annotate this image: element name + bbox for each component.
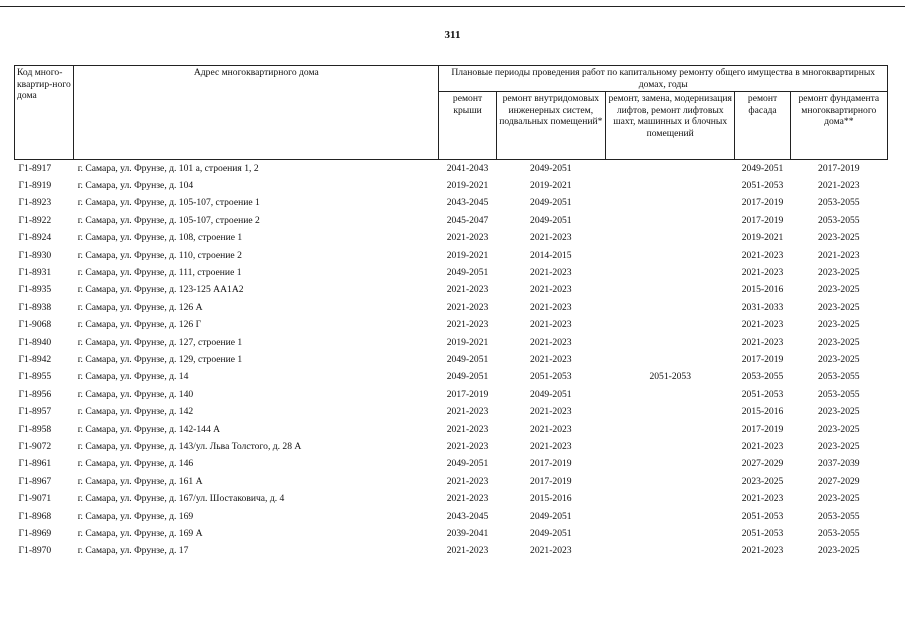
cell-engineering: 2049-2051	[530, 510, 572, 522]
cell-foundation: 2023-2025	[818, 319, 860, 331]
table-row	[15, 508, 888, 525]
cell-code: Г1-8942	[18, 353, 52, 365]
cell-engineering: 2019-2021	[530, 180, 572, 192]
cell-lifts	[606, 508, 735, 525]
table-row	[15, 282, 888, 299]
cell-roof: 2021-2023	[446, 301, 489, 313]
cell-address: г. Самара, ул. Фрунзе, д. 17	[77, 545, 189, 557]
table-row	[15, 386, 888, 403]
cell-facade: 2051-2053	[741, 510, 784, 522]
cell-lifts	[606, 543, 735, 560]
cell-engineering: 2021-2023	[530, 319, 572, 331]
header-code: Код много-квартир-ного дома	[15, 66, 74, 160]
cell-address: г. Самара, ул. Фрунзе, д. 126 Г	[77, 319, 202, 331]
cell-lifts	[606, 403, 735, 420]
cell-facade: 2017-2019	[741, 423, 784, 435]
cell-lifts	[606, 299, 735, 316]
cell-code: Г1-8956	[18, 388, 52, 400]
cell-foundation: 2023-2025	[818, 493, 860, 505]
table-row	[15, 403, 888, 420]
cell-foundation: 2023-2025	[818, 284, 860, 296]
cell-address: г. Самара, ул. Фрунзе, д. 110, строение 2	[77, 249, 242, 261]
cell-lifts	[606, 490, 735, 507]
cell-code: Г1-8922	[18, 214, 52, 226]
capital-repair-table	[14, 65, 888, 560]
cell-roof: 2019-2021	[446, 336, 489, 348]
cell-engineering: 2049-2051	[530, 197, 572, 209]
table-row	[15, 299, 888, 316]
cell-engineering: 2017-2019	[530, 458, 572, 470]
cell-lifts	[606, 456, 735, 473]
cell-address: г. Самара, ул. Фрунзе, д. 108, строение 1	[77, 232, 243, 244]
cell-facade: 2051-2053	[741, 527, 784, 539]
cell-address: г. Самара, ул. Фрунзе, д. 104	[77, 180, 194, 192]
cell-code: Г1-8917	[18, 162, 52, 174]
header-foundation: ремонт фундамента многоквартирного дома**	[790, 92, 887, 160]
cell-lifts	[606, 160, 735, 178]
cell-engineering: 2021-2023	[530, 232, 572, 244]
cell-lifts	[606, 230, 735, 247]
cell-facade: 2049-2051	[741, 162, 784, 174]
cell-roof: 2043-2045	[446, 510, 489, 522]
cell-address: г. Самара, ул. Фрунзе, д. 101 а, строения 1, 2	[77, 162, 259, 174]
cell-engineering: 2049-2051	[530, 527, 572, 539]
cell-code: Г1-8938	[18, 301, 52, 313]
cell-roof: 2021-2023	[446, 284, 489, 296]
header-address: Адрес многоквартирного дома	[74, 66, 439, 160]
cell-facade: 2031-2033	[741, 301, 784, 313]
cell-roof: 2017-2019	[446, 388, 489, 400]
cell-address: г. Самара, ул. Фрунзе, д. 105-107, строение 2	[77, 214, 260, 226]
cell-foundation: 2023-2025	[818, 267, 860, 279]
cell-code: Г1-8919	[18, 180, 52, 192]
cell-facade: 2021-2023	[741, 249, 784, 261]
cell-lifts	[606, 473, 735, 490]
cell-address: г. Самара, ул. Фрунзе, д. 140	[77, 388, 194, 400]
cell-engineering: 2021-2023	[530, 267, 572, 279]
table-row	[15, 247, 888, 264]
cell-foundation: 2023-2025	[818, 423, 860, 435]
cell-code: Г1-8969	[18, 527, 52, 539]
cell-foundation: 2053-2055	[818, 527, 860, 539]
table-row	[15, 212, 888, 229]
table-row	[15, 177, 888, 194]
cell-roof: 2021-2023	[446, 475, 489, 487]
cell-address: г. Самара, ул. Фрунзе, д. 14	[77, 371, 189, 383]
cell-engineering: 2017-2019	[530, 475, 572, 487]
cell-engineering: 2021-2023	[530, 406, 572, 418]
cell-engineering: 2021-2023	[530, 301, 572, 313]
table-row	[15, 351, 888, 368]
cell-facade: 2015-2016	[741, 406, 784, 418]
cell-address: г. Самара, ул. Фрунзе, д. 142-144 А	[77, 423, 221, 435]
cell-foundation: 2053-2055	[818, 388, 860, 400]
cell-foundation: 2023-2025	[818, 406, 860, 418]
cell-engineering: 2021-2023	[530, 545, 572, 557]
cell-roof: 2021-2023	[446, 545, 489, 557]
cell-code: Г1-8940	[18, 336, 52, 348]
cell-engineering: 2021-2023	[530, 353, 572, 365]
cell-code: Г1-9068	[18, 319, 52, 331]
page-top-border	[0, 6, 905, 7]
cell-lifts	[606, 212, 735, 229]
cell-roof: 2019-2021	[446, 180, 489, 192]
cell-code: Г1-9071	[18, 493, 52, 505]
cell-foundation: 2017-2019	[818, 162, 860, 174]
table-row	[15, 421, 888, 438]
cell-facade: 2015-2016	[741, 284, 784, 296]
header-engineering: ремонт внутридомовых инженерных систем, подвальных помещений*	[496, 92, 605, 160]
cell-facade: 2053-2055	[741, 371, 784, 383]
table-row	[15, 543, 888, 560]
cell-facade: 2021-2023	[741, 319, 784, 331]
cell-facade: 2019-2021	[741, 232, 784, 244]
cell-engineering: 2021-2023	[530, 440, 572, 452]
cell-lifts	[606, 525, 735, 542]
cell-foundation: 2053-2055	[818, 214, 860, 226]
cell-facade: 2051-2053	[741, 180, 784, 192]
cell-foundation: 2053-2055	[818, 197, 860, 209]
cell-code: Г1-8930	[18, 249, 52, 261]
cell-facade: 2021-2023	[741, 493, 784, 505]
cell-roof: 2049-2051	[446, 458, 489, 470]
table-row	[15, 317, 888, 334]
cell-lifts	[606, 282, 735, 299]
cell-lifts	[606, 421, 735, 438]
table-header	[15, 66, 888, 160]
table-row	[15, 456, 888, 473]
cell-roof: 2043-2045	[446, 197, 489, 209]
cell-roof: 2021-2023	[446, 423, 489, 435]
cell-foundation: 2023-2025	[818, 336, 860, 348]
cell-engineering: 2049-2051	[530, 388, 572, 400]
cell-foundation: 2021-2023	[818, 249, 860, 261]
cell-code: Г1-8970	[18, 545, 52, 557]
cell-foundation: 2023-2025	[818, 232, 860, 244]
cell-roof: 2019-2021	[446, 249, 489, 261]
cell-address: г. Самара, ул. Фрунзе, д. 127, строение 1	[77, 336, 243, 348]
table-row	[15, 160, 888, 178]
cell-foundation: 2023-2025	[818, 440, 860, 452]
cell-code: Г1-9072	[18, 440, 52, 452]
cell-facade: 2017-2019	[741, 197, 784, 209]
cell-foundation: 2023-2025	[818, 301, 860, 313]
cell-lifts	[606, 351, 735, 368]
header-lifts: ремонт, замена, модернизация лифтов, ремонт лифтовых шахт, машинных и блочных помещений	[606, 92, 735, 160]
cell-roof: 2039-2041	[446, 527, 489, 539]
table-row	[15, 473, 888, 490]
cell-foundation: 2037-2039	[818, 458, 860, 470]
cell-code: Г1-8961	[18, 458, 52, 470]
table-row	[15, 230, 888, 247]
cell-roof: 2021-2023	[446, 232, 489, 244]
cell-lifts	[606, 334, 735, 351]
cell-roof: 2049-2051	[446, 267, 489, 279]
table-row	[15, 525, 888, 542]
cell-engineering: 2015-2016	[530, 493, 572, 505]
cell-roof: 2049-2051	[446, 371, 489, 383]
cell-foundation: 2023-2025	[818, 353, 860, 365]
cell-address: г. Самара, ул. Фрунзе, д. 169	[77, 510, 194, 522]
cell-lifts	[606, 177, 735, 194]
cell-engineering: 2051-2053	[530, 371, 572, 383]
cell-lifts	[606, 247, 735, 264]
cell-code: Г1-8968	[18, 510, 52, 522]
cell-foundation: 2021-2023	[818, 180, 860, 192]
page-number: 311	[444, 29, 461, 41]
table-row	[15, 438, 888, 455]
cell-address: г. Самара, ул. Фрунзе, д. 105-107, строение 1	[77, 197, 260, 209]
cell-address: г. Самара, ул. Фрунзе, д. 126 А	[77, 301, 203, 313]
cell-engineering: 2021-2023	[530, 423, 572, 435]
cell-engineering: 2021-2023	[530, 284, 572, 296]
cell-engineering: 2049-2051	[530, 214, 572, 226]
cell-address: г. Самара, ул. Фрунзе, д. 161 А	[77, 475, 203, 487]
cell-facade: 2021-2023	[741, 267, 784, 279]
cell-foundation: 2053-2055	[818, 510, 860, 522]
cell-facade: 2023-2025	[741, 475, 784, 487]
cell-code: Г1-8935	[18, 284, 52, 296]
cell-roof: 2021-2023	[446, 493, 489, 505]
cell-facade: 2017-2019	[741, 214, 784, 226]
cell-foundation: 2053-2055	[818, 371, 860, 383]
cell-foundation: 2023-2025	[818, 545, 860, 557]
cell-code: Г1-8955	[18, 371, 52, 383]
cell-roof: 2045-2047	[446, 214, 489, 226]
cell-roof: 2021-2023	[446, 319, 489, 331]
cell-foundation: 2027-2029	[818, 475, 860, 487]
cell-address: г. Самара, ул. Фрунзе, д. 111, строение 1	[77, 267, 242, 279]
header-facade: ремонт фасада	[735, 92, 790, 160]
cell-roof: 2021-2023	[446, 406, 489, 418]
table-row	[15, 195, 888, 212]
cell-engineering: 2021-2023	[530, 336, 572, 348]
cell-code: Г1-8958	[18, 423, 52, 435]
cell-address: г. Самара, ул. Фрунзе, д. 146	[77, 458, 194, 470]
cell-lifts	[606, 317, 735, 334]
cell-code: Г1-8923	[18, 197, 52, 209]
table-row	[15, 334, 888, 351]
table-body	[15, 160, 888, 560]
cell-address: г. Самара, ул. Фрунзе, д. 123-125 АА1А2	[77, 284, 244, 296]
cell-facade: 2021-2023	[741, 440, 784, 452]
cell-lifts	[606, 438, 735, 455]
cell-address: г. Самара, ул. Фрунзе, д. 143/ул. Льва Толстого, д. 28 А	[77, 440, 302, 452]
cell-facade: 2027-2029	[741, 458, 784, 470]
table-row	[15, 490, 888, 507]
table-row	[15, 369, 888, 386]
cell-engineering: 2049-2051	[530, 162, 572, 174]
cell-address: г. Самара, ул. Фрунзе, д. 142	[77, 406, 194, 418]
cell-lifts	[606, 195, 735, 212]
cell-code: Г1-8924	[18, 232, 52, 244]
cell-engineering: 2014-2015	[530, 249, 572, 261]
cell-lifts	[606, 386, 735, 403]
cell-facade: 2051-2053	[741, 388, 784, 400]
cell-code: Г1-8967	[18, 475, 52, 487]
cell-facade: 2017-2019	[741, 353, 784, 365]
cell-facade: 2021-2023	[741, 545, 784, 557]
cell-code: Г1-8957	[18, 406, 52, 418]
cell-roof: 2041-2043	[446, 162, 489, 174]
cell-address: г. Самара, ул. Фрунзе, д. 167/ул. Шостаковича, д. 4	[77, 493, 285, 505]
cell-roof: 2049-2051	[446, 353, 489, 365]
cell-lifts	[606, 264, 735, 281]
cell-roof: 2021-2023	[446, 440, 489, 452]
header-roof: ремонт крыши	[439, 92, 496, 160]
cell-code: Г1-8931	[18, 267, 52, 279]
table-row	[15, 264, 888, 281]
cell-address: г. Самара, ул. Фрунзе, д. 129, строение 1	[77, 353, 243, 365]
cell-lifts: 2051-2053	[649, 371, 692, 383]
cell-address: г. Самара, ул. Фрунзе, д. 169 А	[77, 527, 203, 539]
cell-facade: 2021-2023	[741, 336, 784, 348]
header-periods: Плановые периоды проведения работ по капитальному ремонту общего имущества в многоквартирных домах, годы	[439, 66, 888, 92]
